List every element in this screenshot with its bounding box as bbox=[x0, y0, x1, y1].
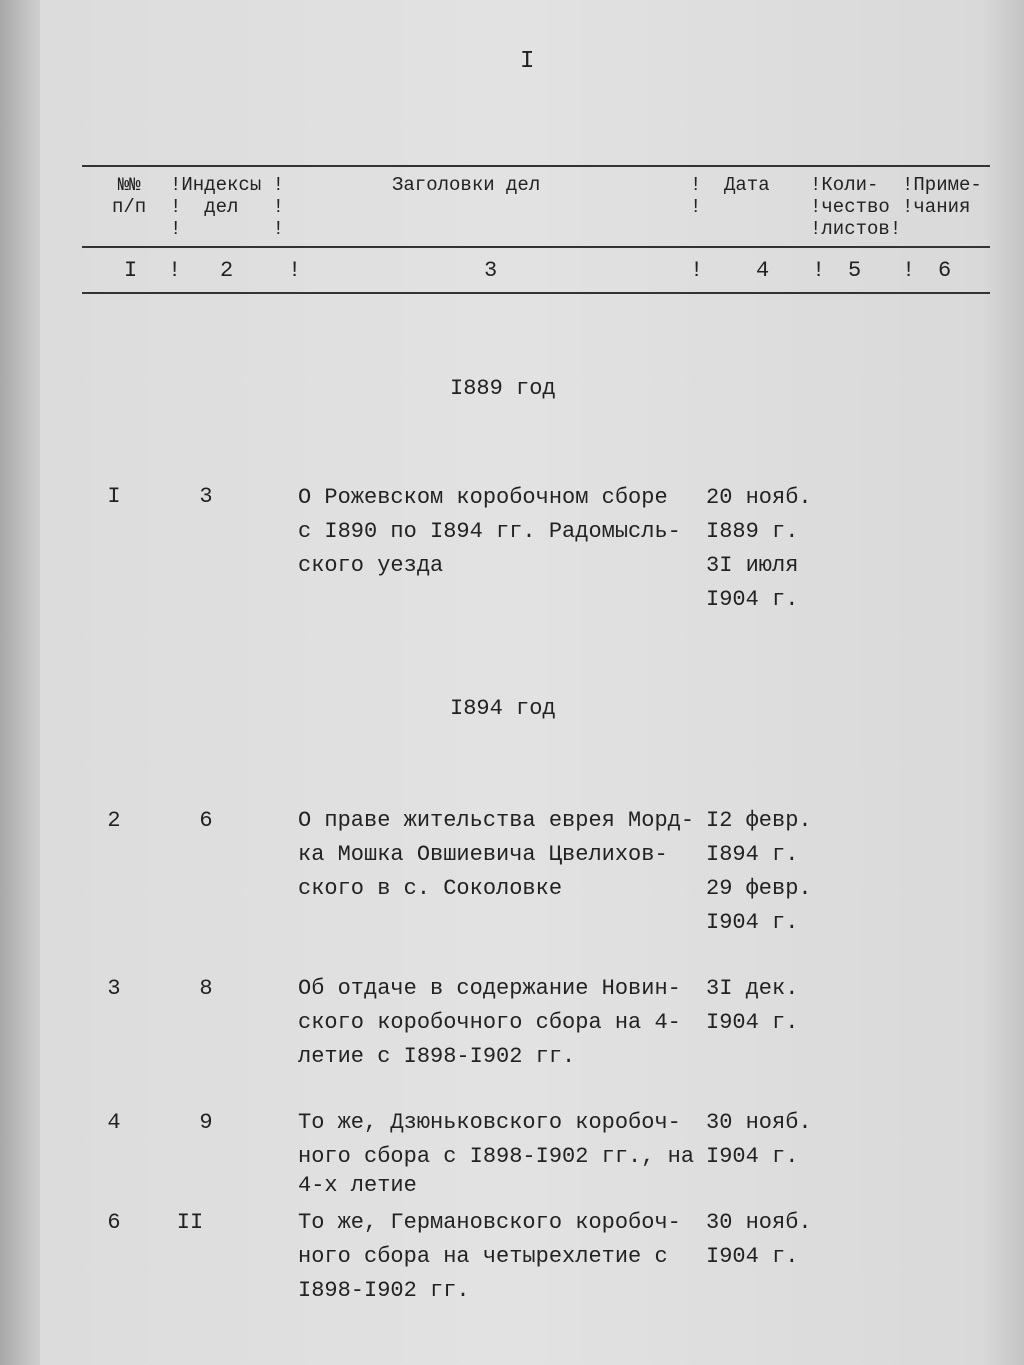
row-number: 6 bbox=[107, 1210, 121, 1235]
row-title: То же, Дзюньковского коробоч- ного сбора с I898-I902 гг., на 4-х летие bbox=[298, 1110, 695, 1198]
colnum-5: 5 bbox=[848, 258, 862, 283]
header-col-sheets: !Коли- !чество !листов! bbox=[810, 174, 902, 240]
row-title: То же, Германовского коробоч- ного сбора на четырехлетие с I898-I902 гг. bbox=[298, 1210, 681, 1303]
header-col-title: Заголовки дел bbox=[392, 174, 541, 196]
header-col-number: №№ п/п bbox=[112, 174, 147, 218]
row-dates: 20 нояб. I889 г. 3I июля I904 г. bbox=[706, 485, 812, 612]
header-bottom-rule bbox=[82, 246, 990, 248]
row-title: О праве жительства еврея Морд- ка Мошка Овшиевича Цвелихов- ского в с. Соколовке bbox=[298, 808, 695, 901]
row-index: 6 bbox=[199, 808, 213, 833]
page-number: I bbox=[520, 48, 535, 75]
header-col-title-sep: ! ! bbox=[690, 174, 702, 218]
section-year: I894 год bbox=[450, 696, 556, 721]
row-index: 8 bbox=[199, 976, 213, 1001]
row-title: Об отдаче в содержание Новин- ского коробочного сбора на 4- летие с I898-I902 гг. bbox=[298, 976, 681, 1069]
colnum-2: 2 bbox=[220, 258, 234, 283]
row-dates: 30 нояб. I904 г. bbox=[706, 1110, 812, 1169]
row-index: 3 bbox=[199, 484, 213, 509]
colnum-sep: ! bbox=[902, 258, 916, 283]
header-col-notes: !Приме- !чания bbox=[902, 174, 982, 218]
table-top-rule bbox=[82, 165, 990, 167]
row-index: II bbox=[176, 1210, 204, 1235]
row-dates: I2 февр. I894 г. 29 февр. I904 г. bbox=[706, 808, 812, 935]
colnum-4: 4 bbox=[756, 258, 770, 283]
colnum-sep: ! bbox=[168, 258, 182, 283]
colnum-6: 6 bbox=[938, 258, 952, 283]
colnum-sep: ! bbox=[812, 258, 826, 283]
row-index: 9 bbox=[199, 1110, 213, 1135]
colnum-bottom-rule bbox=[82, 292, 990, 294]
colnum-sep: ! bbox=[690, 258, 704, 283]
colnum-1: I bbox=[124, 258, 138, 283]
section-year: I889 год bbox=[450, 376, 556, 401]
colnum-sep: ! bbox=[288, 258, 302, 283]
row-dates: 30 нояб. I904 г. bbox=[706, 1210, 812, 1269]
binding-shadow bbox=[0, 0, 40, 1365]
row-number: 2 bbox=[107, 808, 121, 833]
row-title: О Рожевском коробочном сборе с I890 по I894 гг. Радомысль- ского уезда bbox=[298, 485, 681, 578]
colnum-3: 3 bbox=[484, 258, 498, 283]
row-number: 4 bbox=[107, 1110, 121, 1135]
header-col-index: !Индексы ! ! дел ! ! ! bbox=[170, 174, 285, 240]
row-number: I bbox=[107, 484, 121, 509]
row-number: 3 bbox=[107, 976, 121, 1001]
header-col-date: Дата bbox=[724, 174, 770, 196]
row-dates: 3I дек. I904 г. bbox=[706, 976, 799, 1035]
